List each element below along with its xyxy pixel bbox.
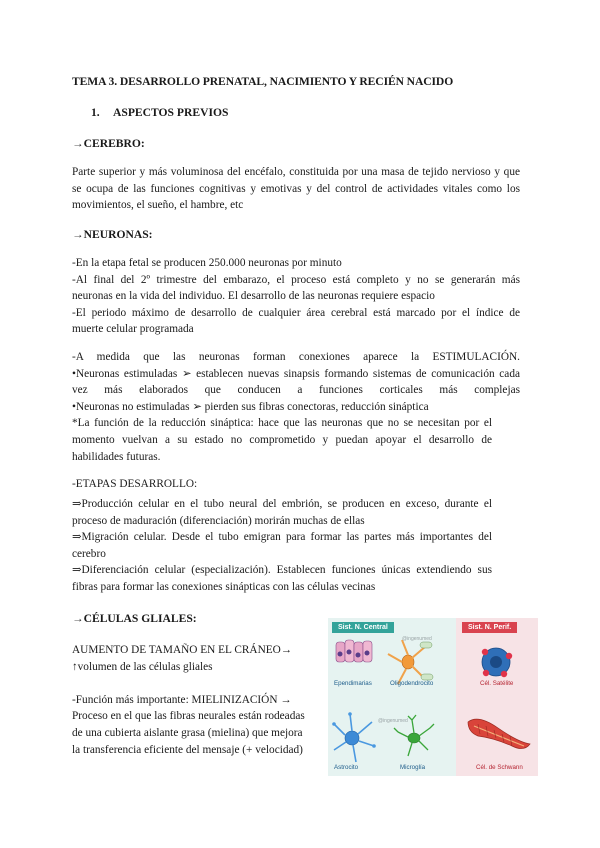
tag-central: Sist. N. Central bbox=[332, 622, 394, 633]
text-line: ⇒Producción celular en el tubo neural del embrión, se producen en exceso, durante el bbox=[72, 498, 492, 510]
watermark: @ingenumed bbox=[402, 636, 432, 642]
text-line: AUMENTO DE TAMAÑO EN EL CRÁNEO→ bbox=[72, 644, 293, 656]
text-line: cerebro bbox=[72, 547, 106, 560]
tag-peripheral: Sist. N. Perif. bbox=[462, 622, 517, 633]
oligodendrocyte-icon bbox=[388, 640, 433, 684]
text-line: -A medida que las neuronas forman conexiones aparece la ESTIMULACIÓN. bbox=[72, 351, 520, 363]
text-line: ⇒Diferenciación celular (especialización). Establecen funciones únicas extendiendo sus bbox=[72, 564, 492, 577]
text-line bbox=[72, 675, 322, 692]
heading-cerebro: →CEREBRO: bbox=[72, 137, 145, 150]
text-line: -Al final del 2º trimestre del embarazo, el proceso está completo y no se generarán más bbox=[72, 273, 520, 286]
text-line: •Neuronas no estimuladas ➢ pierden sus fibras conectoras, reducción sináptica bbox=[72, 400, 429, 413]
heading-neuronas: →NEURONAS: bbox=[72, 228, 153, 241]
label-satelite: Cél. Satélite bbox=[480, 680, 514, 687]
text-line: habilidades futuras. bbox=[72, 450, 161, 463]
paragraph-gliales bbox=[72, 642, 322, 758]
watermark: @ingenumed bbox=[378, 718, 408, 724]
section-heading-1 bbox=[91, 106, 228, 119]
label-schwann: Cél. de Schwann bbox=[476, 764, 523, 771]
label-astrocito: Astrocito bbox=[334, 764, 359, 771]
heading-etapas: -ETAPAS DESARROLLO: bbox=[72, 478, 198, 490]
label-microglia: Microglía bbox=[400, 764, 426, 771]
paragraph-cerebro bbox=[72, 164, 520, 214]
paragraph-neuronas-2 bbox=[72, 349, 520, 465]
ependymal-cells-icon bbox=[336, 640, 372, 662]
text-line: de una cubierta aislante grasa (mielina) que mejora bbox=[72, 726, 303, 739]
label-ependimarias: Ependimarias bbox=[334, 680, 372, 687]
text-line: -Función más importante: MIELINIZACIÓN → bbox=[72, 693, 292, 706]
text-line: movimientos, el sueño, el hambre, etc bbox=[72, 199, 244, 212]
text-line: vez más elaborados que conducen a funciones corticales más complejas bbox=[72, 384, 520, 397]
text-line: proceso de maduración (diferenciación) morirán muchas de ellas bbox=[72, 514, 365, 527]
section-number: 1. bbox=[91, 106, 100, 119]
text-line: momento vuelvan a su estado no comprometido y puedan apoyar el desarrollo de bbox=[72, 433, 492, 446]
text-line: Proceso en el que las fibras neurales están rodeadas bbox=[72, 710, 305, 723]
astrocyte-icon bbox=[332, 712, 376, 762]
text-line: ⇒Migración celular. Desde el tubo emigran para formar las partes más importantes del bbox=[72, 531, 492, 544]
text-line: •Neuronas estimuladas ➢ establecen nuevas sinapsis formando sistemas de comunicación cada bbox=[72, 367, 520, 380]
section-label: ASPECTOS PREVIOS bbox=[113, 106, 229, 119]
schwann-cell-icon bbox=[468, 719, 530, 748]
text-line: *La función de la reducción sináptica: hace que las neuronas que no se necesitan por el bbox=[72, 417, 492, 430]
satellite-cell-icon bbox=[482, 648, 512, 677]
text-line: la transferencia eficiente del mensaje (+ velocidad) bbox=[72, 743, 303, 756]
label-oligodendrocito: Oligodendrocito bbox=[390, 680, 434, 687]
text-line: fibras para formar las conexiones sinápticas con las células vecinas bbox=[72, 580, 376, 593]
paragraph-etapas bbox=[72, 496, 520, 596]
heading-celulas-gliales: →CÉLULAS GLIALES: bbox=[72, 612, 197, 625]
glial-cells-figure bbox=[328, 618, 538, 776]
text-line: neuronas en la vida del individuo. El desarrollo de las neuronas requiere espacio bbox=[72, 290, 435, 303]
paragraph-neuronas-1 bbox=[72, 255, 520, 338]
text-line: se ocupa de las funciones cognitivas y emotivas y del control de actividades vitales como los bbox=[72, 182, 520, 195]
glial-cells-drawing bbox=[328, 618, 538, 776]
text-line: muerte celular programada bbox=[72, 323, 194, 336]
text-line: -El periodo máximo de desarrollo de cualquier área cerebral está marcado por el índice de bbox=[72, 306, 520, 319]
text-line: ↑volumen de las células gliales bbox=[72, 660, 213, 673]
text-line: Parte superior y más voluminosa del encéfalo, constituida por una masa de tejido nervioso y que bbox=[72, 166, 520, 178]
document-title: TEMA 3. DESARROLLO PRENATAL, NACIMIENTO Y RECIÉN NACIDO bbox=[72, 75, 454, 88]
text-line: -En la etapa fetal se producen 250.000 neuronas por minuto bbox=[72, 257, 342, 269]
